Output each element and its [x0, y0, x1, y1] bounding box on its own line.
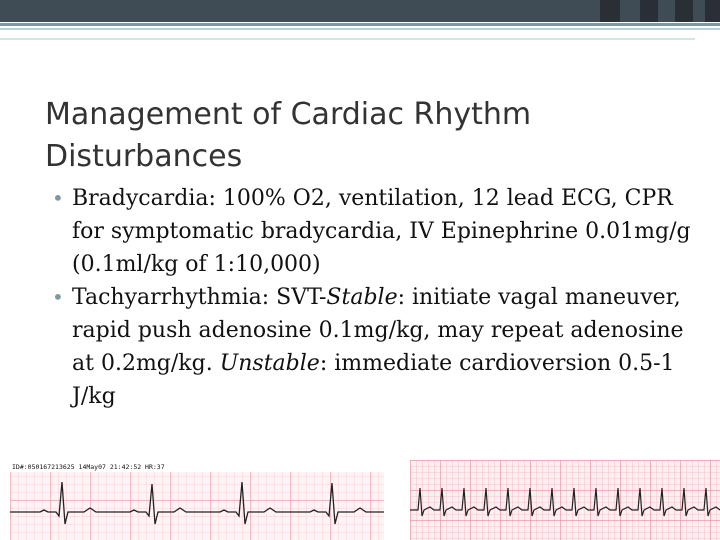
ecg-strip-left	[10, 460, 384, 540]
ecg-strip-right	[410, 460, 720, 540]
bullet-list	[52, 182, 692, 413]
band-block	[675, 0, 693, 22]
slide-title: Management of Cardiac Rhythm Disturbances	[45, 97, 532, 174]
bullet-text: : initiate vagal maneuver, rapid push adenosine 0.1mg/kg, may repeat adenosine at 0.2mg/kg.	[72, 285, 684, 376]
band-block	[640, 0, 658, 22]
ecg-right-image	[410, 460, 720, 540]
decor-rule	[0, 23, 720, 26]
bullet-item-bradycardia	[52, 182, 692, 281]
top-band	[0, 0, 720, 22]
decor-rule	[0, 28, 720, 30]
bullet-text: Tachyarrhythmia: SVT-	[72, 285, 327, 310]
band-block	[705, 0, 720, 22]
bullet-item-tachyarrhythmia	[52, 281, 692, 413]
bullet-emphasis-stable: Stable	[326, 285, 398, 310]
decor-rule	[0, 38, 695, 40]
ecg-left-image	[10, 460, 384, 540]
bullet-text: : immediate cardioversion 0.5-1 J/kg	[72, 351, 675, 409]
bullet-dot-icon: •	[52, 285, 64, 309]
bullet-text: Bradycardia: 100% O2, ventilation, 12 lead ECG, CPR for symptomatic bradycardia, IV Epinephrine 0.01mg/g (0.1ml/kg of 1:10,000)	[72, 186, 691, 277]
ecg-left-header: ID#:050167213625 14May07 21:42:52 HR:37	[12, 463, 165, 471]
bullet-emphasis-unstable: Unstable	[219, 351, 320, 376]
bullet-dot-icon: •	[52, 186, 64, 210]
band-block	[600, 0, 620, 22]
